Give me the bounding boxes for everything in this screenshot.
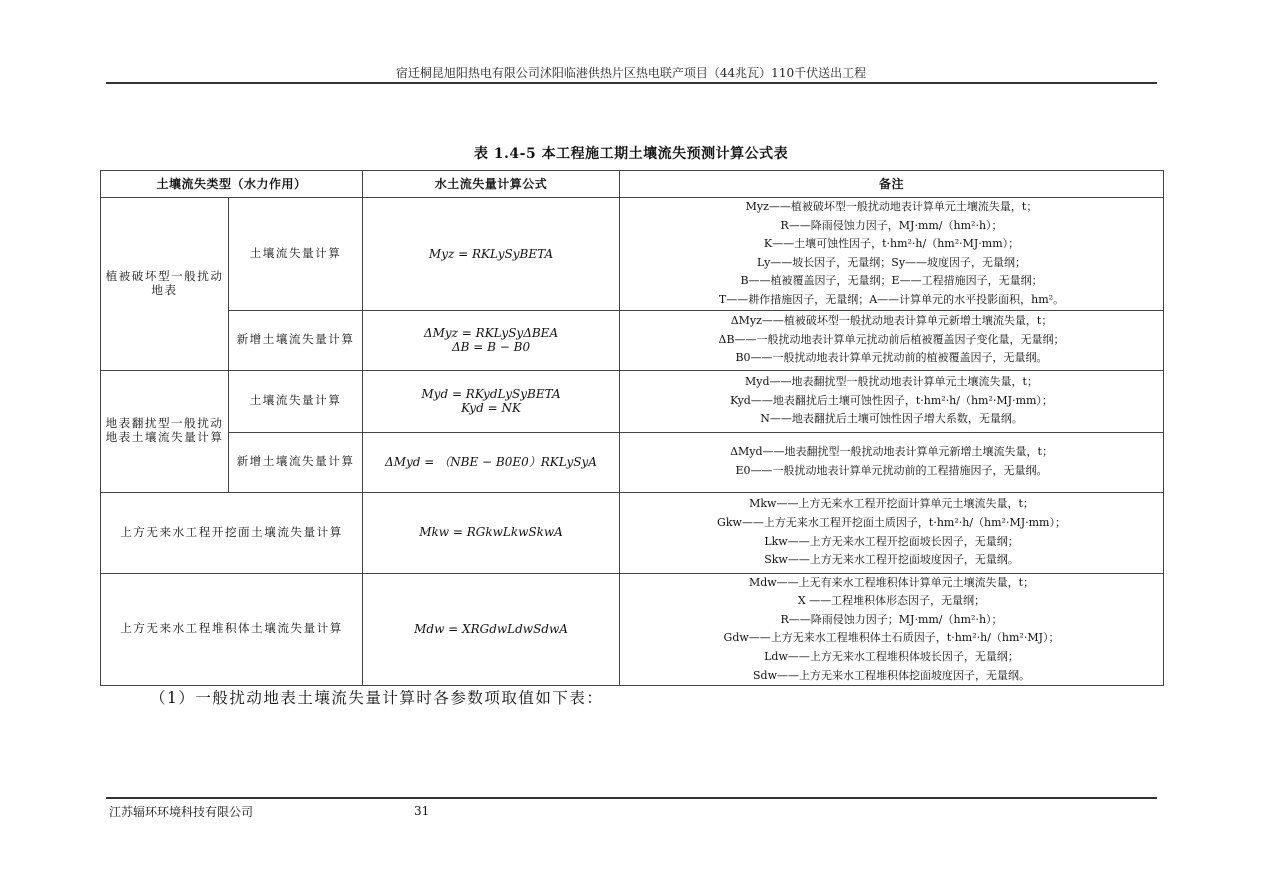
note-line: Myd——地表翻扰型一般扰动地表计算单元土壤流失量，t； [745, 375, 1038, 389]
formula-cell [363, 573, 620, 686]
table-row [101, 492, 1164, 573]
table-row [101, 573, 1164, 686]
note-line: E0——一般扰动地表计算单元扰动前的工程措施因子，无量纲。 [735, 464, 1048, 478]
column-header-type: 土壤流失类型（水力作用） [101, 171, 363, 198]
formula-line: Myz = RKLySyBETA [428, 246, 554, 261]
formula-line: Myd = RKydLySyBETA [421, 386, 561, 401]
formula-line: ΔMyz = RKLySyΔBEA [423, 325, 559, 340]
footer-rule [106, 797, 1157, 799]
note-line: Kyd——地表翻扰后土壤可蚀性因子，t·hm²·h/（hm²·MJ·mm）； [730, 393, 1053, 407]
notes-cell [620, 492, 1164, 573]
table-row [101, 370, 1164, 432]
subtype-cell: 土壤流失量计算 [229, 370, 363, 432]
formula-line: ΔMyd = （NBE − B0E0）RKLySyA [385, 454, 597, 469]
type-cell: 上方无来水工程开挖面土壤流失量计算 [101, 492, 363, 573]
notes-cell [620, 310, 1164, 370]
note-line: R——降雨侵蚀力因子；MJ·mm/（hm²·h）； [780, 612, 1003, 626]
notes-cell [620, 198, 1164, 311]
notes-cell [620, 432, 1164, 492]
table-header-row [101, 171, 1164, 198]
note-line: Sdw——上方无来水工程堆积体挖面坡度因子，无量纲。 [753, 668, 1031, 682]
table-row [101, 310, 1164, 370]
header-rule [106, 82, 1157, 84]
note-line: X ——工程堆积体形态因子，无量纲； [797, 594, 986, 608]
subtype-cell: 土壤流失量计算 [229, 198, 363, 311]
column-header-formula: 水土流失量计算公式 [363, 171, 620, 198]
formula-cell [363, 310, 620, 370]
note-line: Mdw——上无有来水工程堆积体计算单元土壤流失量，t； [748, 575, 1035, 589]
note-line: ΔMyd——地表翻扰型一般扰动地表计算单元新增土壤流失量，t； [730, 445, 1053, 459]
note-line: Skw——上方无来水工程开挖面坡度因子，无量纲。 [764, 553, 1019, 567]
note-line: R——降雨侵蚀力因子，MJ·mm/（hm²·h）； [780, 218, 1003, 232]
page-number: 31 [414, 804, 430, 818]
note-line: N——地表翻扰后土壤可蚀性因子增大系数，无量纲。 [760, 412, 1023, 426]
footer-company: 江苏辐环环境科技有限公司 [109, 805, 254, 819]
subtype-cell: 新增土壤流失量计算 [229, 432, 363, 492]
note-line: Myz——植被破坏型一般扰动地表计算单元土壤流失量，t； [745, 200, 1038, 213]
formula-cell [363, 432, 620, 492]
note-line: Gkw——上方无来水工程开挖面土质因子，t·hm²·h/（hm²·MJ·mm）； [717, 515, 1066, 529]
column-header-notes: 备注 [620, 171, 1164, 198]
note-line: T——耕作措施因子，无量纲；A——计算单元的水平投影面积，hm²。 [718, 292, 1065, 306]
note-line: B0——一般扰动地表计算单元扰动前的植被覆盖因子，无量纲。 [735, 351, 1048, 365]
formula-table [100, 170, 1164, 686]
formula-line: Mkw = RGkwLkwSkwA [419, 525, 563, 540]
formula-line: Mdw = XRGdwLdwSdwA [414, 622, 568, 637]
table-row [101, 198, 1164, 311]
formula-cell [363, 198, 620, 311]
formula-line: Kyd = NK [461, 401, 521, 416]
type-cell: 植被破坏型一般扰动地表 [101, 198, 229, 371]
formula-cell [363, 370, 620, 432]
note-line: Ly——坡长因子，无量纲；Sy——坡度因子，无量纲； [756, 255, 1027, 269]
formula-line: ΔB = B − B0 [451, 340, 531, 355]
type-cell: 上方无来水工程堆积体土壤流失量计算 [101, 573, 363, 686]
note-line: Mkw——上方无来水工程开挖面计算单元土壤流失量，t； [749, 497, 1034, 511]
subtype-cell: 新增土壤流失量计算 [229, 310, 363, 370]
note-line: Gdw——上方无来水工程堆积体土石质因子，t·hm²·h/（hm²·MJ）； [723, 631, 1060, 645]
notes-cell [620, 573, 1164, 686]
table-caption: 表 1.4-5 本工程施工期土壤流失预测计算公式表 [473, 146, 789, 162]
page-header-title: 宿迁桐昆旭阳热电有限公司沭阳临港供热片区热电联产项目（44兆瓦）110千伏送出工程 [395, 66, 867, 80]
note-line: Lkw——上方无来水工程开挖面坡长因子，无量纲； [764, 534, 1019, 548]
note-line: ΔB——一般扰动地表计算单元扰动前后植被覆盖因子变化量，无量纲； [718, 332, 1065, 346]
note-line: Ldw——上方无来水工程堆积体坡长因子，无量纲； [764, 649, 1019, 663]
formula-cell [363, 492, 620, 573]
table-row [101, 432, 1164, 492]
body-paragraph: （1）一般扰动地表土壤流失量计算时各参数项取值如下表： [150, 689, 604, 707]
type-cell: 地表翻扰型一般扰动地表土壤流失量计算 [101, 370, 229, 492]
note-line: B——植被覆盖因子，无量纲；E——工程措施因子，无量纲； [740, 274, 1043, 288]
notes-cell [620, 370, 1164, 432]
note-line: ΔMyz——植被破坏型一般扰动地表计算单元新增土壤流失量，t； [730, 314, 1053, 328]
note-line: K——土壤可蚀性因子，t·hm²·h/（hm²·MJ·mm）； [763, 237, 1020, 251]
